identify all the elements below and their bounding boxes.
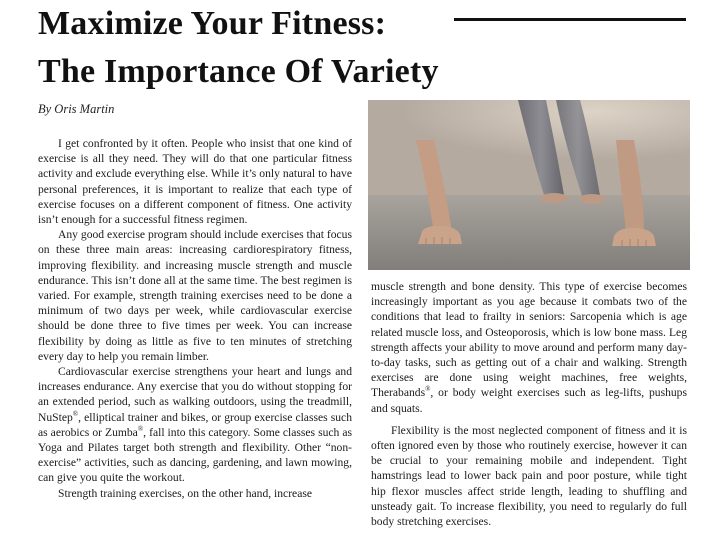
paragraph: I get confronted by it often. People who insist that one kind of exercise is all they need. They will do that one particular fitness activity and exclude everything else. While it’s only natural to have personal preferences, it is important to realize that each type of exercise focuses on a different component of fitness. One activity isn’t enough for a successful fitness regimen. [38,137,352,227]
paragraph: Strength training exercises, on the other hand, increase [58,486,313,500]
paragraph: muscle strength and bone density. This type of exercise becomes increasingly important as you age because it combats two of the conditions that lead to frailty in seniors: Sarcopenia which is age related muscle loss, and Osteoporosis, which is low bone mass. Leg strength affects your ability to move around and perform many day-to-day tasks, such as getting out of a chair and walking. Strength exercises are done using weight machines, free weights, Therabands®, or body weight exercises such as leg-lifts, pushups and squats. [371,280,687,415]
paragraph: Any good exercise program should include exercises that focus on these three main areas: increasing cardiorespiratory fitness, improving flexibility. and increasing muscle strength and muscle endurance. This isn’t done all at the same time. The best regimen is varied. For example, strength training exercises need to be done a minimum of two days per week, while cardiovascular exercise should be done three to five times per week. You can increase flexibility by doing as little as five to ten minutes of stretching every day to help you remain limber. [38,228,352,363]
plank-pose-photo [368,100,690,270]
article-left-column [38,136,352,501]
paragraph: Cardiovascular exercise strengthens your heart and lungs and increases endurance. Any exercise that you do without stopping for an extended period, such as walking outdoors, using the treadmill, NuStep®, elliptical trainer and bikes, or group exercise classes such as aerobics or Zumba®, fall into this category. Some classes such as Yoga and Pilates target both strength and flexibility. Other “non-exercise” activities, such as dancing, gardening, and lawn mowing, can give you quite the workout. [38,365,353,485]
registered-mark: ® [137,425,144,433]
article-photo [368,100,690,270]
article-right-column [371,279,687,529]
title-rule [454,18,686,21]
article-title-line-2: The Importance Of Variety [38,53,439,90]
byline: By Oris Martin [38,102,115,116]
paragraph: Flexibility is the most neglected component of fitness and it is often ignored even by those who routinely exercise, however it can be crucial to your remaining mobile and independent. Tight hamstrings lead to lower back pain and poor posture, while tight hip flexor muscles affect stride length, leading to shuffling and unsteady gait. To increase flexibility, you need to regularly do full body stretching exercises. [371,423,687,529]
article-title-line-1: Maximize Your Fitness: [38,5,387,42]
registered-mark: ® [72,409,79,418]
registered-mark: ® [425,385,431,394]
